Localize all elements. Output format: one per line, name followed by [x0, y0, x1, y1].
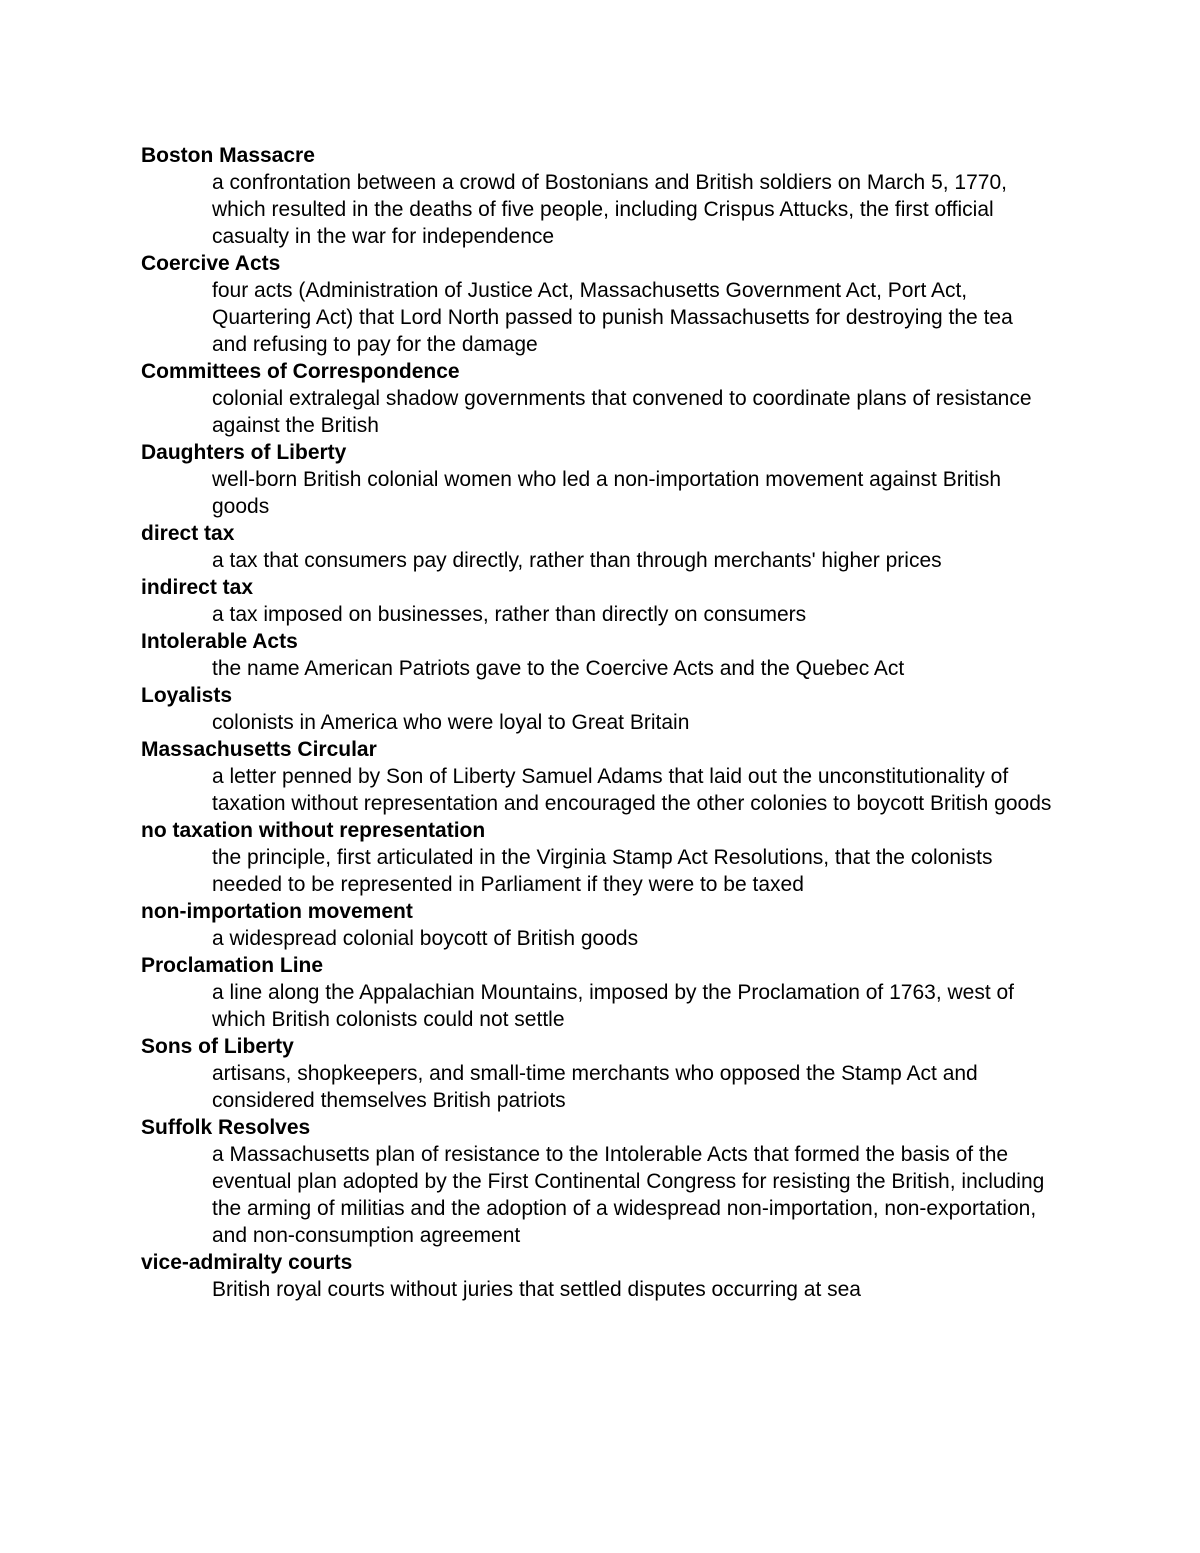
glossary-term: no taxation without representation: [141, 819, 486, 842]
glossary-entry: [141, 817, 1071, 898]
glossary-definition: a confrontation between a crowd of Bostonians and British soldiers on March 5, 1770, which resulted in the deaths of five people, including Crispus Attucks, the first official casualty in the war for independence: [212, 171, 1007, 248]
glossary-term: Boston Massacre: [141, 144, 315, 167]
glossary-definition: the name American Patriots gave to the Coercive Acts and the Quebec Act: [212, 657, 905, 680]
glossary-definition: a tax imposed on businesses, rather than directly on consumers: [212, 603, 807, 626]
glossary-definition: a widespread colonial boycott of British goods: [212, 927, 639, 950]
glossary-definition: four acts (Administration of Justice Act, Massachusetts Government Act, Port Act, Quartering Act) that Lord North passed to punish Massachusetts for destroying the tea and refusing to pay for the damage: [212, 279, 1013, 356]
glossary-term: Proclamation Line: [141, 954, 324, 977]
glossary-term: Intolerable Acts: [141, 630, 298, 653]
glossary-list: [141, 142, 1071, 1303]
glossary-term: vice-admiralty courts: [141, 1251, 353, 1274]
glossary-entry: [141, 142, 1071, 250]
glossary-term: Sons of Liberty: [141, 1035, 294, 1058]
glossary-definition: artisans, shopkeepers, and small-time merchants who opposed the Stamp Act and considered themselves British patriots: [212, 1062, 978, 1112]
glossary-term: Suffolk Resolves: [141, 1116, 311, 1139]
glossary-definition: British royal courts without juries that settled disputes occurring at sea: [212, 1278, 861, 1301]
glossary-entry: [141, 439, 1071, 520]
glossary-entry: [141, 736, 1071, 817]
glossary-definition: well-born British colonial women who led a non-importation movement against British goods: [212, 468, 1002, 518]
glossary-term: Coercive Acts: [141, 252, 281, 275]
glossary-term: indirect tax: [141, 576, 254, 599]
glossary-term: Massachusetts Circular: [141, 738, 377, 761]
glossary-entry: [141, 358, 1071, 439]
glossary-definition: a line along the Appalachian Mountains, imposed by the Proclamation of 1763, west of which British colonists could not settle: [212, 981, 1015, 1031]
glossary-entry: [141, 250, 1071, 358]
glossary-term: direct tax: [141, 522, 235, 545]
glossary-definition: a letter penned by Son of Liberty Samuel Adams that laid out the unconstitutionality of taxation without representation and encouraged the other colonies to boycott British goods: [212, 765, 1052, 815]
glossary-entry: [141, 628, 1071, 682]
glossary-entry: [141, 520, 1071, 574]
glossary-entry: [141, 682, 1071, 736]
glossary-entry: [141, 1033, 1071, 1114]
glossary-entry: [141, 1114, 1071, 1249]
glossary-entry: [141, 574, 1071, 628]
glossary-definition: a tax that consumers pay directly, rather than through merchants' higher prices: [212, 549, 942, 572]
glossary-term: Loyalists: [141, 684, 233, 707]
glossary-entry: [141, 952, 1071, 1033]
glossary-term: Daughters of Liberty: [141, 441, 347, 464]
glossary-entry: [141, 898, 1071, 952]
glossary-definition: a Massachusetts plan of resistance to the Intolerable Acts that formed the basis of the eventual plan adopted by the First Continental Congress for resisting the British, including the arming of militias and the adoption of a widespread non-importation, non-exportation, and non-consumption agreement: [212, 1143, 1045, 1247]
glossary-definition: colonial extralegal shadow governments that convened to coordinate plans of resistance against the British: [212, 387, 1032, 437]
glossary-entry: [141, 1249, 1071, 1303]
glossary-definition: the principle, first articulated in the Virginia Stamp Act Resolutions, that the colonists needed to be represented in Parliament if they were to be taxed: [212, 846, 993, 896]
glossary-definition: colonists in America who were loyal to Great Britain: [212, 711, 690, 734]
glossary-term: non-importation movement: [141, 900, 413, 923]
glossary-term: Committees of Correspondence: [141, 360, 460, 383]
